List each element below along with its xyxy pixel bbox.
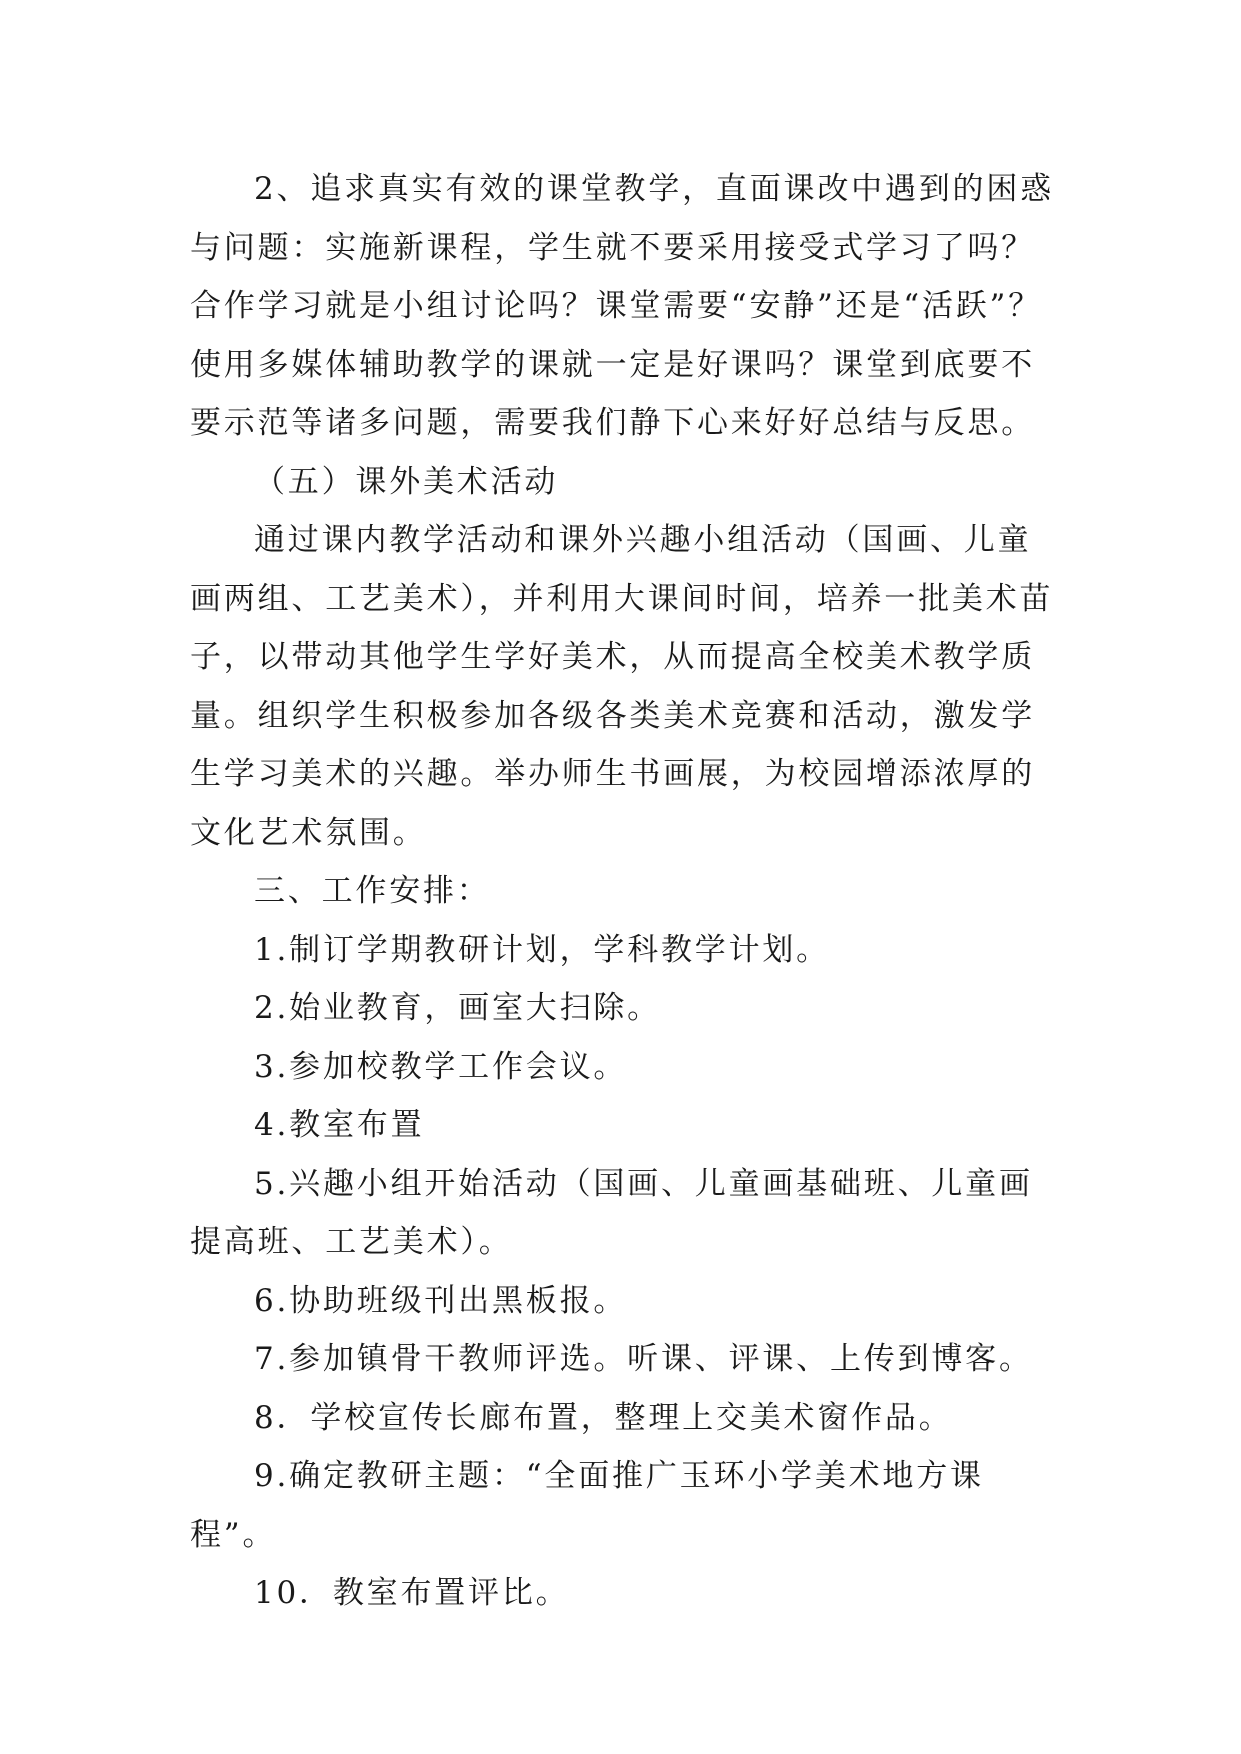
work-item-5: 5.兴趣小组开始活动（国画、儿童画基础班、儿童画提高班、工艺美术）。 — [190, 1165, 1033, 1260]
work-item-1: 1.制订学期教研计划，学科教学计划。 — [254, 931, 830, 968]
work-item-8: 8．学校宣传长廊布置，整理上交美术窗作品。 — [254, 1399, 953, 1436]
paragraph-extracurricular-art: 通过课内教学活动和课外兴趣小组活动（国画、儿童画两组、工艺美术），并利用大课间时间，培养一批美术苗子，以带动其他学生学好美术，从而提高全校美术教学质量。组织学生积极参加各级各类美术竞赛和活动，激发学生学习美术的兴趣。举办师生书画展，为校园增添浓厚的文化艺术氛围。 — [190, 522, 1054, 851]
work-item-2: 2.始业教育，画室大扫除。 — [254, 990, 661, 1026]
section-heading-extracurricular-art: （五）课外美术活动 — [254, 463, 559, 500]
work-item-3: 3.参加校教学工作会议。 — [254, 1048, 628, 1085]
section-heading-work-arrangement: 三、工作安排： — [254, 873, 491, 909]
paragraph-classroom-teaching: 2、追求真实有效的课堂教学，直面课改中遇到的困惑与问题：实施新课程，学生就不要采用接受式学习了吗？合作学习就是小组讨论吗？课堂需要“安静”还是“活跃”？使用多媒体辅助教学的课就一定是好课吗？课堂到底要不要示范等诸多问题，需要我们静下心来好好总结与反思。 — [190, 171, 1054, 441]
document-body — [190, 160, 1056, 1623]
work-item-10: 10．教室布置评比。 — [254, 1575, 570, 1611]
work-item-7: 7.参加镇骨干教师评选。听课、评课、上传到博客。 — [254, 1341, 1033, 1377]
work-item-6: 6.协助班级刊出黑板报。 — [254, 1282, 628, 1319]
work-item-4: 4.教室布置 — [254, 1107, 425, 1143]
work-item-9: 9.确定教研主题：“全面推广玉环小学美术地方课程”。 — [190, 1458, 984, 1553]
